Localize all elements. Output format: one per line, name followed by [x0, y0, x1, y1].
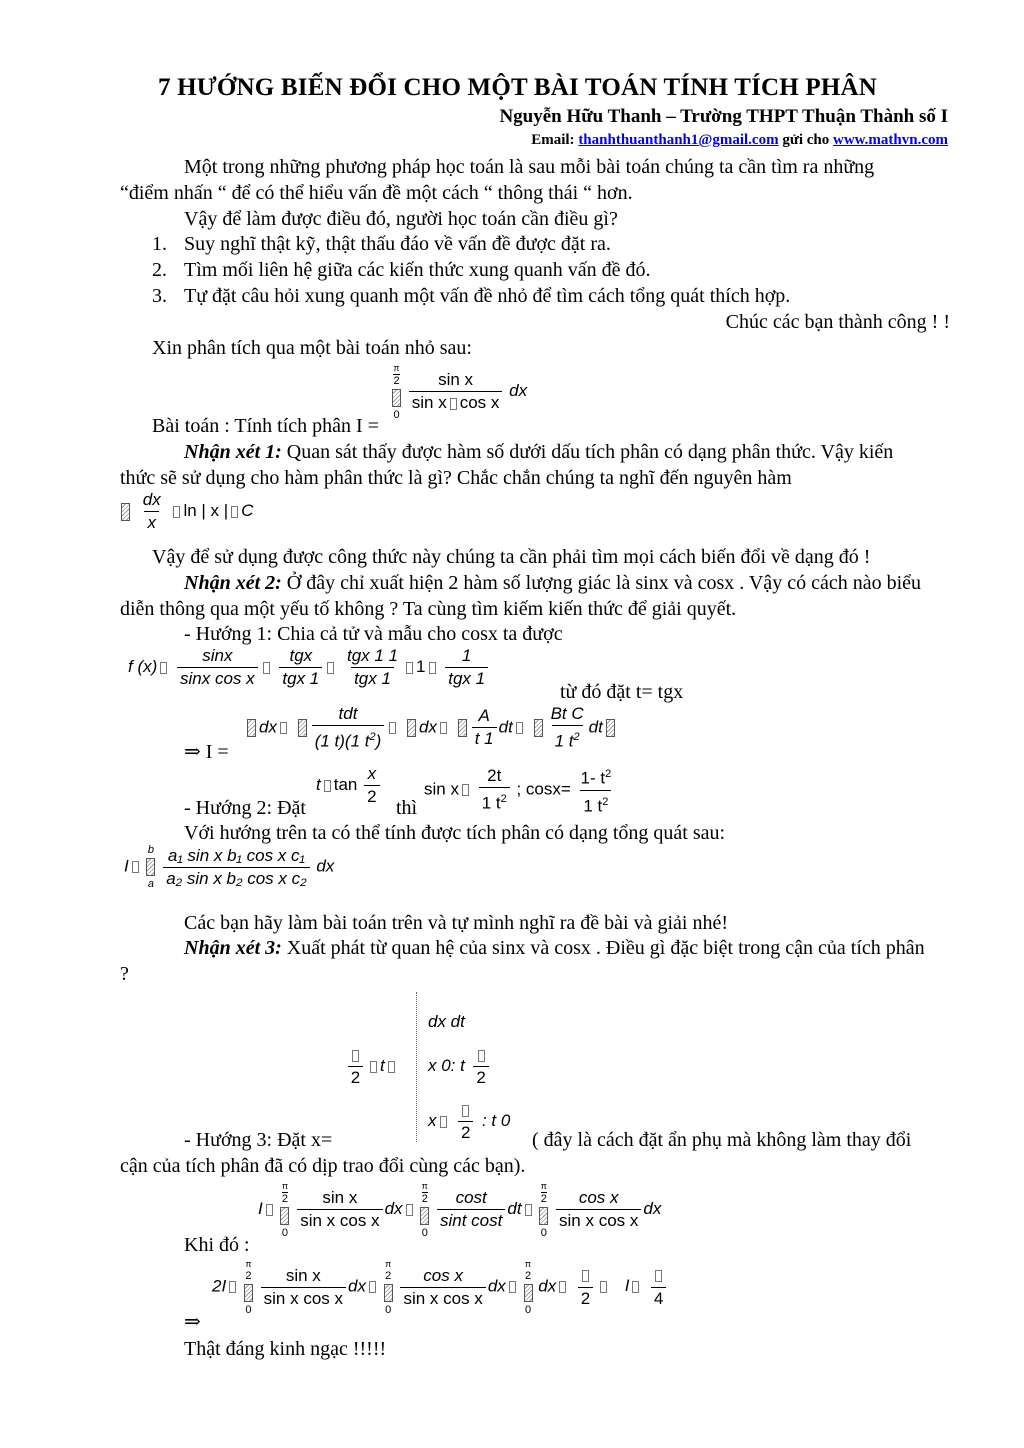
- lower-bound: 0: [393, 409, 400, 421]
- remark-3-line-1: Nhận xét 3: Xuất phát từ quan hệ của sinx và cosx . Điều gì đặc biệt trong cận của tích phân: [184, 937, 925, 959]
- lead-text: Xin phân tích qua một bài toán nhỏ sau:: [152, 337, 472, 359]
- email-label: Email:: [531, 132, 575, 148]
- problem-fraction: [409, 370, 503, 413]
- system-line-1: dx dt: [428, 1012, 465, 1031]
- page-title: 7 HƯỚNG BIẾN ĐỔI CHO MỘT BÀI TOÁN TÍNH TÍCH PHÂN: [158, 74, 877, 101]
- remark-1-line-2: thức sẽ sử dụng cho hàm phân thức là gì? Chắc chắn chúng ta nghĩ đến nguyên hàm: [120, 467, 792, 489]
- website-link[interactable]: www.mathvn.com: [833, 132, 948, 148]
- system-line-3: x 2 : t 0: [428, 1100, 510, 1143]
- sent-to-text: gửi cho: [782, 132, 830, 148]
- list-number: 3.: [152, 285, 167, 307]
- remark-1-line-1: Nhận xét 1: Quan sát thấy được hàm số dưới dấu tích phân có dạng phân thức. Vậy kiến: [184, 441, 894, 463]
- closing-text: Thật đáng kinh ngạc !!!!!: [184, 1338, 387, 1360]
- direction-2-substitution: t tan $\frac{x}{2}$: [316, 764, 382, 807]
- list-text: Tìm mối liên hệ giữa các kiến thức xung quanh vấn đề đó.: [184, 259, 651, 281]
- integral-bounds: π 2 0: [393, 363, 400, 421]
- list-number: 2.: [152, 259, 167, 281]
- khi-do-formula: I π 2 0 $\frac{\text{sin x}}{\text{sin x cos x}}$ dx π 2 0 $\frac{\cos t}{\text{sint cost}}$ dt π 2 0 $\frac{\text{cos x}}{\text{sin x cos x}}$ dx: [258, 1181, 662, 1239]
- intro-line-1: Một trong những phương pháp học toán là sau mỗi bài toán chúng ta cần tìm ra những: [184, 156, 875, 178]
- general-form-integral: I b a $\frac{\text{a₁ sin x b₁ cos x c₁}}{\text{a₂ sin x b₂ cos x c₂}}$ dx: [124, 844, 335, 890]
- list-item: [152, 232, 611, 256]
- upper-bound: 2: [393, 375, 400, 387]
- practice-text: Các bạn hãy làm bài toán trên và tự mình nghĩ ra đề bài và giải nhé!: [184, 912, 728, 934]
- wish-text: Chúc các bạn thành công ! !: [725, 311, 950, 333]
- direction-1-tail: từ đó đặt t= tgx: [560, 681, 684, 703]
- result-formula: 2I π 2 0 $\frac{\text{sin x}}{\text{sin x cos x}}$ dx π 2 0 $\frac{\text{cos x}}{\text{sin x cos x}}$ dx π 2 0 dx 2 I 4: [212, 1258, 670, 1316]
- fraction-denominator: sin x cos x: [409, 391, 503, 413]
- intro-question: Vậy để làm được điều đó, người học toán cần điều gì?: [184, 208, 618, 230]
- direction-2-sin: sin x $\frac{2t}{1 t^2}$ ; cosx= $\frac{1- t^2}{1 t^2}$: [424, 766, 612, 816]
- problem-label: Bài toán : Tính tích phân I =: [152, 415, 379, 437]
- general-form-text: Với hướng trên ta có thể tính được tích phân có dạng tổng quát sau:: [184, 822, 726, 844]
- email-line: [531, 132, 948, 149]
- remark-3-label: Nhận xét 3:: [184, 937, 282, 959]
- antiderivative-formula: $\frac{dx}{x}$ ln | x | C: [118, 490, 253, 533]
- fraction-numerator: sin x: [438, 370, 474, 389]
- remark-1-line-3: Vậy để sử dụng được công thức này chúng ta cần phải tìm mọi cách biến đổi về dạng đó !: [152, 546, 871, 568]
- email-link[interactable]: thanhthuanthanh1@gmail.com: [578, 132, 779, 148]
- system-brace: [416, 992, 423, 1142]
- system-line-2: x 0: t 2: [428, 1045, 493, 1088]
- direction-1-integral: dx $\frac{\text{tdt}}{(1 t)(1 t^2)}$ dx $\frac{A}{t 1}$ dt $\frac{\text{Bt C}}{1 t^2}$ dt: [244, 704, 618, 752]
- remark-2-line-1: Nhận xét 2: Ở đây chỉ xuất hiện 2 hàm số lượng giác là sinx và cosx . Vậy có cách nào biểu: [184, 572, 922, 594]
- result-arrow: ⇒: [184, 1311, 201, 1333]
- direction-2-thi: thì: [396, 797, 418, 819]
- substitution-left: 2 t: [344, 1045, 398, 1088]
- direction-1-implies: ⇒ I =: [184, 741, 229, 763]
- list-text: Suy nghĩ thật kỹ, thật thấu đáo về vấn đề được đặt ra.: [184, 233, 611, 255]
- list-text: Tự đặt câu hỏi xung quanh một vấn đề nhỏ để tìm cách tổng quát thích hợp.: [184, 285, 791, 307]
- problem-integral: [392, 362, 527, 421]
- direction-3: - Hướng 3: Đặt x=: [184, 1129, 333, 1151]
- integral-icon: [392, 389, 401, 407]
- direction-2: - Hướng 2: Đặt: [184, 797, 306, 819]
- list-number: 1.: [152, 233, 167, 255]
- remark-1-label: Nhận xét 1:: [184, 441, 282, 463]
- integral-icon: [121, 503, 130, 521]
- direction-1-formula: f (x) $\frac{\sin x}{\text{sinx cos x}}$ $\frac{\text{tgx}}{\text{tgx 1}}$ $\frac{\text{tgx 1 1}}{\text{tgx 1}}$ 1 $\frac{1}{\text{tgx 1}}$: [128, 646, 490, 689]
- remark-3-question: ?: [120, 963, 129, 985]
- direction-1: - Hướng 1: Chia cả tử và mẫu cho cosx ta được: [184, 623, 563, 645]
- direction-3-tail-1: ( đây là cách đặt ẩn phụ mà không làm thay đổi: [532, 1129, 912, 1151]
- differential: dx: [509, 380, 528, 400]
- list-item: [152, 284, 790, 308]
- khi-do-label: Khi đó :: [184, 1234, 250, 1256]
- direction-3-tail-2: cận của tích phân đã có dịp trao đổi cùng các bạn).: [120, 1155, 526, 1177]
- remark-2-label: Nhận xét 2:: [184, 572, 282, 594]
- list-item: [152, 258, 651, 282]
- remark-2-line-2: diễn thông qua một yếu tố không ? Ta cùng tìm kiếm kiến thức để giải quyết.: [120, 598, 737, 620]
- intro-line-2: “điểm nhấn “ để có thể hiểu vấn đề một cách “ thông thái “ hơn.: [120, 182, 633, 204]
- author-line: Nguyễn Hữu Thanh – Trường THPT Thuận Thành số I: [499, 106, 948, 127]
